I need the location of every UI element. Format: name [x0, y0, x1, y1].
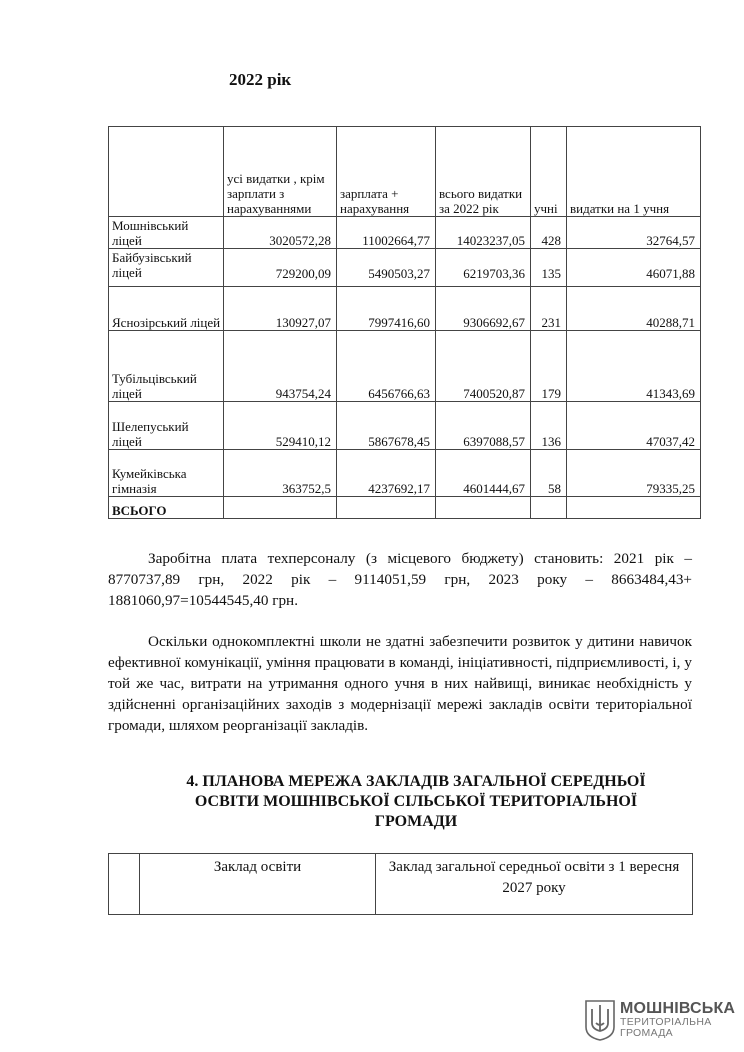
other-expenses: 529410,12 — [224, 402, 337, 450]
expenses-table — [108, 126, 701, 519]
plan-header-institution: Заклад освіти — [140, 854, 376, 915]
pupils: 428 — [531, 217, 567, 249]
pupils: 136 — [531, 402, 567, 450]
per-pupil: 46071,88 — [567, 249, 701, 287]
logo-subtitle — [620, 1017, 712, 1039]
total-expenses: 14023237,05 — [436, 217, 531, 249]
header-cell: всього видатки за 2022 рік — [436, 127, 531, 217]
salary: 5490503,27 — [337, 249, 436, 287]
table-header-row — [109, 127, 701, 217]
table-row — [109, 217, 701, 249]
paragraph-reorganization — [108, 631, 692, 736]
school-name: Кумейківська гімназія — [109, 450, 224, 497]
per-pupil: 32764,57 — [567, 217, 701, 249]
total-expenses: 9306692,67 — [436, 287, 531, 331]
per-pupil: 40288,71 — [567, 287, 701, 331]
pupils: 231 — [531, 287, 567, 331]
empty-cell — [567, 497, 701, 519]
other-expenses: 729200,09 — [224, 249, 337, 287]
year-heading: 2022 рік — [229, 70, 292, 89]
school-name: Байбузівський ліцей — [109, 249, 224, 287]
header-cell: усі видатки , крім зарплати з нарахуваннями — [224, 127, 337, 217]
table-row — [109, 402, 701, 450]
logo-subtitle-line: ТЕРИТОРІАЛЬНА — [620, 1016, 712, 1028]
empty-cell — [337, 497, 436, 519]
other-expenses: 3020572,28 — [224, 217, 337, 249]
section-heading: 4. ПЛАНОВА МЕРЕЖА ЗАКЛАДІВ ЗАГАЛЬНОЇ СЕРЕДНЬОЇ ОСВІТИ МОШНІВСЬКОЇ СІЛЬСЬКОЇ ТЕРИТОРІАЛЬНОЇ ГРОМАДИ — [186, 773, 646, 830]
school-name: Мошнівський ліцей — [109, 217, 224, 249]
table-total-row — [109, 497, 701, 519]
header-cell: видатки на 1 учня — [567, 127, 701, 217]
table-row — [109, 331, 701, 402]
header-cell: зарплата + нарахування — [337, 127, 436, 217]
paragraph-text: Заробітна плата техперсоналу (з місцевого бюджету) становить: 2021 рік – 8770737,89 грн, 2022 рік – 9114051,59 грн, 2023 року – 8663484,43+ 1881060,97=10544545,40 грн. — [108, 550, 692, 609]
other-expenses: 943754,24 — [224, 331, 337, 402]
salary: 4237692,17 — [337, 450, 436, 497]
school-name: Яснозірський ліцей — [109, 287, 224, 331]
table-row — [109, 287, 701, 331]
other-expenses: 130927,07 — [224, 287, 337, 331]
plan-header-row — [109, 854, 693, 915]
total-expenses: 6397088,57 — [436, 402, 531, 450]
empty-cell — [224, 497, 337, 519]
total-expenses: 6219703,36 — [436, 249, 531, 287]
per-pupil: 79335,25 — [567, 450, 701, 497]
empty-cell — [436, 497, 531, 519]
pupils: 58 — [531, 450, 567, 497]
logo-title: МОШНІВСЬКА — [620, 1000, 736, 1017]
total-expenses: 4601444,67 — [436, 450, 531, 497]
paragraph-text: Оскільки однокомплектні школи не здатні забезпечити розвиток у дитини навичок ефективної комунікації, уміння працювати в команді, ініціативності, підприємливості, і, у той же час, витрати на утримання одного учня в них найвищі, виникає необхідність у здійсненні організаційних заходів з модернізації мережі закладів освіти територіальної громади, шляхом реорганізації закладів. — [108, 633, 692, 734]
other-expenses: 363752,5 — [224, 450, 337, 497]
community-logo — [584, 999, 736, 1041]
salary: 5867678,45 — [337, 402, 436, 450]
total-expenses: 7400520,87 — [436, 331, 531, 402]
salary: 6456766,63 — [337, 331, 436, 402]
trident-emblem-icon — [584, 999, 616, 1041]
empty-cell — [531, 497, 567, 519]
table-row — [109, 249, 701, 287]
per-pupil: 47037,42 — [567, 402, 701, 450]
logo-subtitle-line: ГРОМАДА — [620, 1027, 673, 1039]
pupils: 179 — [531, 331, 567, 402]
salary: 11002664,77 — [337, 217, 436, 249]
plan-header-future: Заклад загальної середньої освіти з 1 вересня 2027 року — [376, 854, 693, 915]
paragraph-salary — [108, 548, 692, 611]
header-cell: учні — [531, 127, 567, 217]
plan-table — [108, 853, 693, 915]
header-cell — [109, 127, 224, 217]
per-pupil: 41343,69 — [567, 331, 701, 402]
total-label: ВСЬОГО — [109, 497, 224, 519]
salary: 7997416,60 — [337, 287, 436, 331]
table-row — [109, 450, 701, 497]
school-name: Тубільцівський ліцей — [109, 331, 224, 402]
school-name: Шелепуський ліцей — [109, 402, 224, 450]
plan-header-index — [109, 854, 140, 915]
pupils: 135 — [531, 249, 567, 287]
